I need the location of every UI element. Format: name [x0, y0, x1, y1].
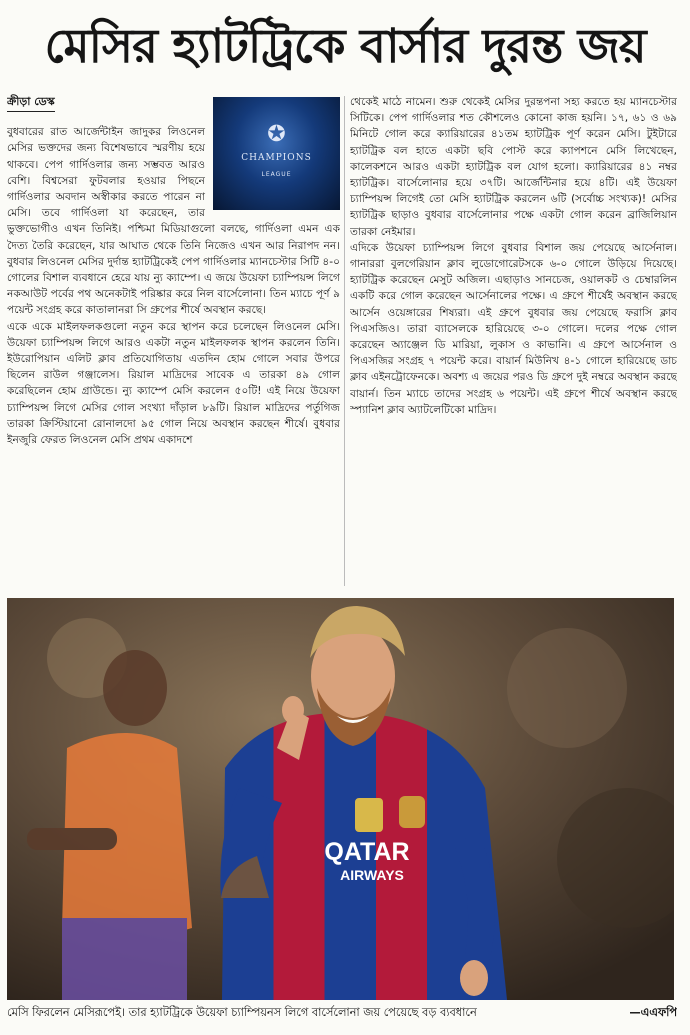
byline-desk: ক্রীড়া ডেস্ক [7, 94, 55, 112]
star-ball-icon: ✪ [267, 122, 286, 148]
photo-credit: —এএফপি [629, 1006, 677, 1019]
logo-text: CHAMPIONS [241, 153, 312, 164]
article-left-column [7, 94, 340, 588]
logo-subtext: LEAGUE [261, 170, 292, 178]
headline: মেসির হ্যাটট্রিকে বার্সার দুরন্ত জয় [44, 19, 646, 74]
photo-caption [7, 1003, 677, 1023]
article-paragraph: একে একে মাইলফলকগুলো নতুন করে স্থাপন করে চলেছেন লিওনেল মেসি। উয়েফা চ্যাম্পিয়ন্স লিগে আরও একটা নতুন মাইলফলক স্থাপন করলেন তিনি। ইউরোপিয়ান এলিট ক্লাব প্রতিযোগিতায় এতদিন হোম গোলে সবার উপরে ছিলেন রাউল গঞ্জালেস। রিয়াল মাদ্রিদের সাবেক এ তারকা ৪৯ গোল করেছিলেন হোম গ্রাউন্ডে। ন্যু ক্যাম্পে মেসি করলেন ৫০টি! এই নিয়ে উয়েফা চ্যাম্পিয়ন্স লিগে মেসির গোল সংখ্যা দাঁড়াল ৮৯টি। রিয়াল মাদ্রিদের পর্তুগিজ তারকা ক্রিস্টিয়ানো রোনালদো ৯৫ গোল নিয়ে অবস্থান করছেন শীর্ষে। বুধবার ইনজুরি ফেরত লিওনেল মেসি প্রথম একাদশে [7, 320, 340, 447]
champions-league-logo [213, 97, 340, 210]
article-paragraph: এদিকে উয়েফা চ্যাম্পিয়ন্স লিগে বুধবার বিশাল জয় পেয়েছে আর্সেনাল। গানাররা বুলগেরিয়ান ক্লাব লুডোগোরেটসকে ৬-০ গোলে উড়িয়ে দিয়েছে। হ্যাটট্রিক করেছেন মেসুট অজিল। এছাড়াও সানচেজ, ওয়ালকট ও চেম্বারলিন একটি করে গোল করেছেন আর্সেনালের পক্ষে। এ গ্রুপে শীর্ষেই অবস্থান করছে আর্সেন ওয়েঙ্গারের শিষ্যরা। এই গ্রুপে বুধবার জয় পেয়েছে ফরাসি ক্লাব পিএসজিও। তারা ব্যাসেলকে হারিয়েছে ৩-০ গোলে। দলের পক্ষে গোল করেছেন অ্যাঞ্জেল ডি মারিয়া, লুকাস ও কাভানি। এ গ্রুপে আর্সেনাল ও পিএসজির সংগ্রহ ৭ পয়েন্ট করে। বায়ার্ন মিউনিখ ৪-১ গোলে হারিয়েছে ডাচ ক্লাব এইনট্রোফেনকে। অবশ্য এ জয়ের পরও ডি গ্রুপে দুই নম্বরে অবস্থান করছে বায়ার্ন। তিন ম্যাচে তাদের সংগ্রহ ৬ পয়েন্ট। এই গ্রুপে শীর্ষে অবস্থান করছে স্প্যানিশ ক্লাব অ্যাটলেটিকো মাদ্রিদ। [350, 241, 677, 416]
column-divider [344, 96, 345, 586]
article-paragraph: থেকেই মাঠে নামেন। শুরু থেকেই মেসির দুরন্তপনা সহ্য করতে হয় ম্যানচেস্টার সিটিকে। পেপ গার্দিওলার শত কৌশলেও কোনো কাজ হয়নি। ১৭, ৬১ ও ৬৯ মিনিটে গোল করে ক্যারিয়ারের ৪১তম হ্যাটট্রিক পূর্ণ করেন মেসি। টুইটারে হ্যাটট্রিক বল হাতে একটা ছবি পোস্ট করে ক্যাপশনে মেসি লিখেছেন, কালেকশনে আরও একটা হ্যাটট্রিক বল যোগ হলো। ক্যারিয়ারের ৪১ নম্বর হ্যাটট্রিক। বার্সেলোনার হয়ে ৩৭টি। আর্জেন্টিনার হয়ে ৪টি। এই উয়েফা চ্যাম্পিয়ন্স লিগেই তো মেসি হ্যাটট্রিক করলেন ৬টি (সর্বোচ্চ সংখ্যক)! মেসির হ্যাটট্রিক ছাড়াও বুধবার বার্সেলোনার পক্ষে একটা গোল করেন ব্রাজিলিয়ান তারকা নেইমার। [350, 96, 677, 238]
article-right-column [350, 94, 677, 588]
article-paragraph: বুধবারের রাত আর্জেন্টাইন জাদুকর লিওনেল মেসির ভক্তদের জন্য বিশেষভাবে স্মরণীয় হয়ে থাকবে। পেপ গার্দিওলার জন্য সম্ভবত আরও বেশি। বিশ্বসেরা ফুটবলার হওয়ার পিছনে গার্দিওলার অবদান অস্বীকার করতে পারেন না মেসি। তবে গার্দিওলা যা করেছেন, তার ভুক্তভোগীও এখন তিনিই। পশ্চিমা মিডিয়াগুলো বলছে, গার্দিওলা এমন এক দৈত্য তৈরি করেছেন, যার আঘাত থেকে তিনি নিজেও এখন আর নিরাপদ নন। বুধবার লিওনেল মেসির দুর্দান্ত হ্যাটট্রিকেই পেপ গার্দিওলার ম্যানচেস্টার সিটি ৪-০ গোলের বিশাল ব্যবধানে হেরে যায় ন্যু ক্যাম্পে। এ জয়ে উয়েফা চ্যাম্পিয়ন্স লিগে নকআউট পর্বের পথ অনেকটাই পরিষ্কার করে নিল বার্সেলোনা। তিন ম্যাচে পূর্ণ ৯ পয়েন্ট সংগ্রহ করে কাতালানরা সি গ্রুপের শীর্ষে অবস্থান করছে। [7, 126, 340, 317]
caption-text: মেসি ফিরলেন মেসিরূপেই। তার হ্যাটট্রিকে উয়েফা চ্যাম্পিয়নস লিগে বার্সেলোনা জয় পেয়েছে বড় ব্যবধানে [7, 1006, 477, 1019]
photo-illustration [7, 598, 674, 1000]
jersey-sponsor-text-line2: AIRWAYS [340, 867, 404, 883]
messi-photo [7, 598, 674, 1000]
jersey-sponsor-text: QATAR [324, 838, 410, 866]
